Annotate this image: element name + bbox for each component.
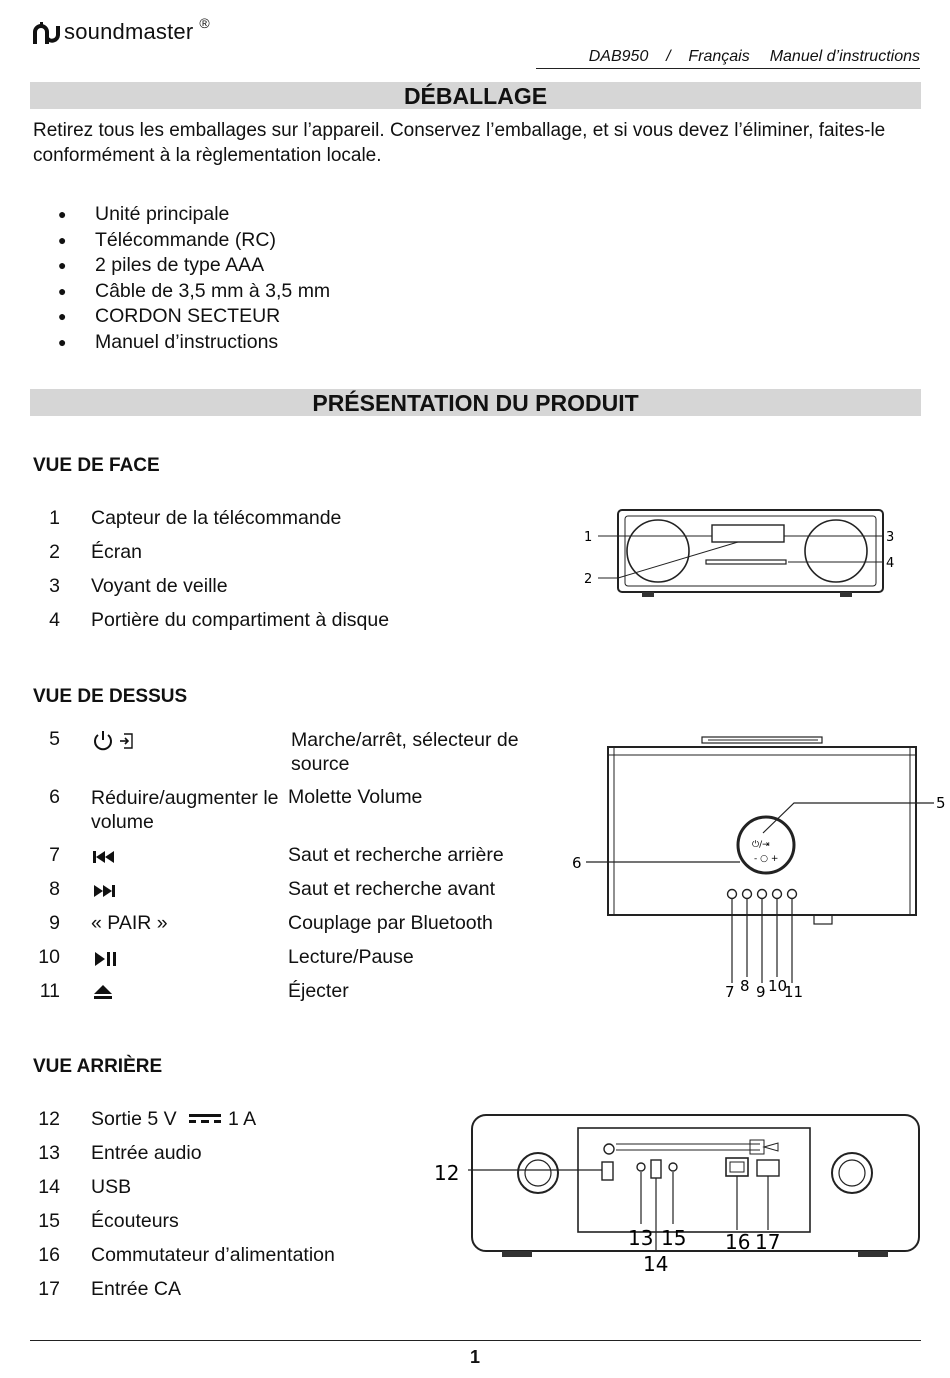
play-pause-icon [94, 951, 118, 967]
unpacking-text: Retirez tous les emballages sur l’appareil. Conservez l’emballage, et si vous devez l’éliminer, faites-le conformément à la règlementation locale. [33, 120, 886, 166]
top-callout-9: 9 [756, 983, 766, 1001]
top-callout-10: 10 [768, 977, 788, 995]
brand-registered-mark: ® [199, 15, 210, 31]
front-view-diagram [578, 505, 898, 605]
rear-callout-12: 12 [434, 1161, 460, 1185]
soundmaster-logo-icon [32, 18, 60, 46]
rear-view-diagram [432, 1112, 922, 1282]
header-language: Français [688, 48, 750, 65]
top-callout-11: 11 [784, 983, 804, 1001]
list-item: ● CORDON SECTEUR [58, 305, 281, 327]
list-item: ● Manuel d’instructions [58, 330, 279, 353]
section-title-product: PRÉSENTATION DU PRODUIT [30, 389, 921, 416]
section-title-unpacking: DÉBALLAGE [30, 82, 921, 109]
list-item: ● Câble de 3,5 mm à 3,5 mm [58, 279, 331, 302]
page-number: 1 [469, 1347, 480, 1367]
top-callout-5: 5 [936, 794, 946, 812]
power-source-icon [92, 729, 138, 751]
brand-logo [32, 15, 210, 46]
front-callout-4: 4 [886, 556, 895, 571]
eject-icon [93, 984, 113, 1000]
front-callout-1: 1 [584, 530, 593, 545]
package-contents-list [58, 202, 330, 355]
skip-forward-icon [92, 884, 116, 898]
list-item: ● Télécommande (RC) [58, 228, 276, 251]
list-item: ● Unité principale [58, 203, 230, 225]
front-callout-2: 2 [584, 572, 593, 587]
brand-name: soundmaster [64, 19, 194, 44]
rear-callout-16: 16 [725, 1230, 751, 1254]
front-view-heading: VUE DE FACE [33, 455, 160, 476]
rear-callout-14: 14 [643, 1252, 669, 1276]
header-doc-title: Manuel d’instructions [769, 48, 920, 65]
svg-text:- ○ +: - ○ + [754, 854, 779, 864]
rear-callout-17: 17 [755, 1230, 781, 1254]
front-callout-3: 3 [886, 530, 895, 545]
top-view-diagram [568, 735, 948, 1000]
header-model: DAB950 [588, 48, 649, 65]
dc-symbol-icon [188, 1112, 222, 1126]
top-callout-7: 7 [725, 983, 735, 1001]
rear-callout-13: 13 [628, 1226, 654, 1250]
footer-rule [30, 1340, 921, 1341]
rear-view-heading: VUE ARRIÈRE [33, 1056, 163, 1077]
top-callout-6: 6 [572, 854, 582, 872]
skip-back-icon [92, 850, 116, 864]
svg-text:⏻/⇥: ⏻/⇥ [752, 840, 770, 850]
document-header [536, 48, 920, 69]
top-callout-8: 8 [740, 977, 750, 995]
top-view-heading: VUE DE DESSUS [33, 686, 188, 707]
rear-callout-15: 15 [661, 1226, 687, 1250]
header-separator: / [666, 48, 671, 65]
list-item: ● 2 piles de type AAA [58, 254, 265, 276]
